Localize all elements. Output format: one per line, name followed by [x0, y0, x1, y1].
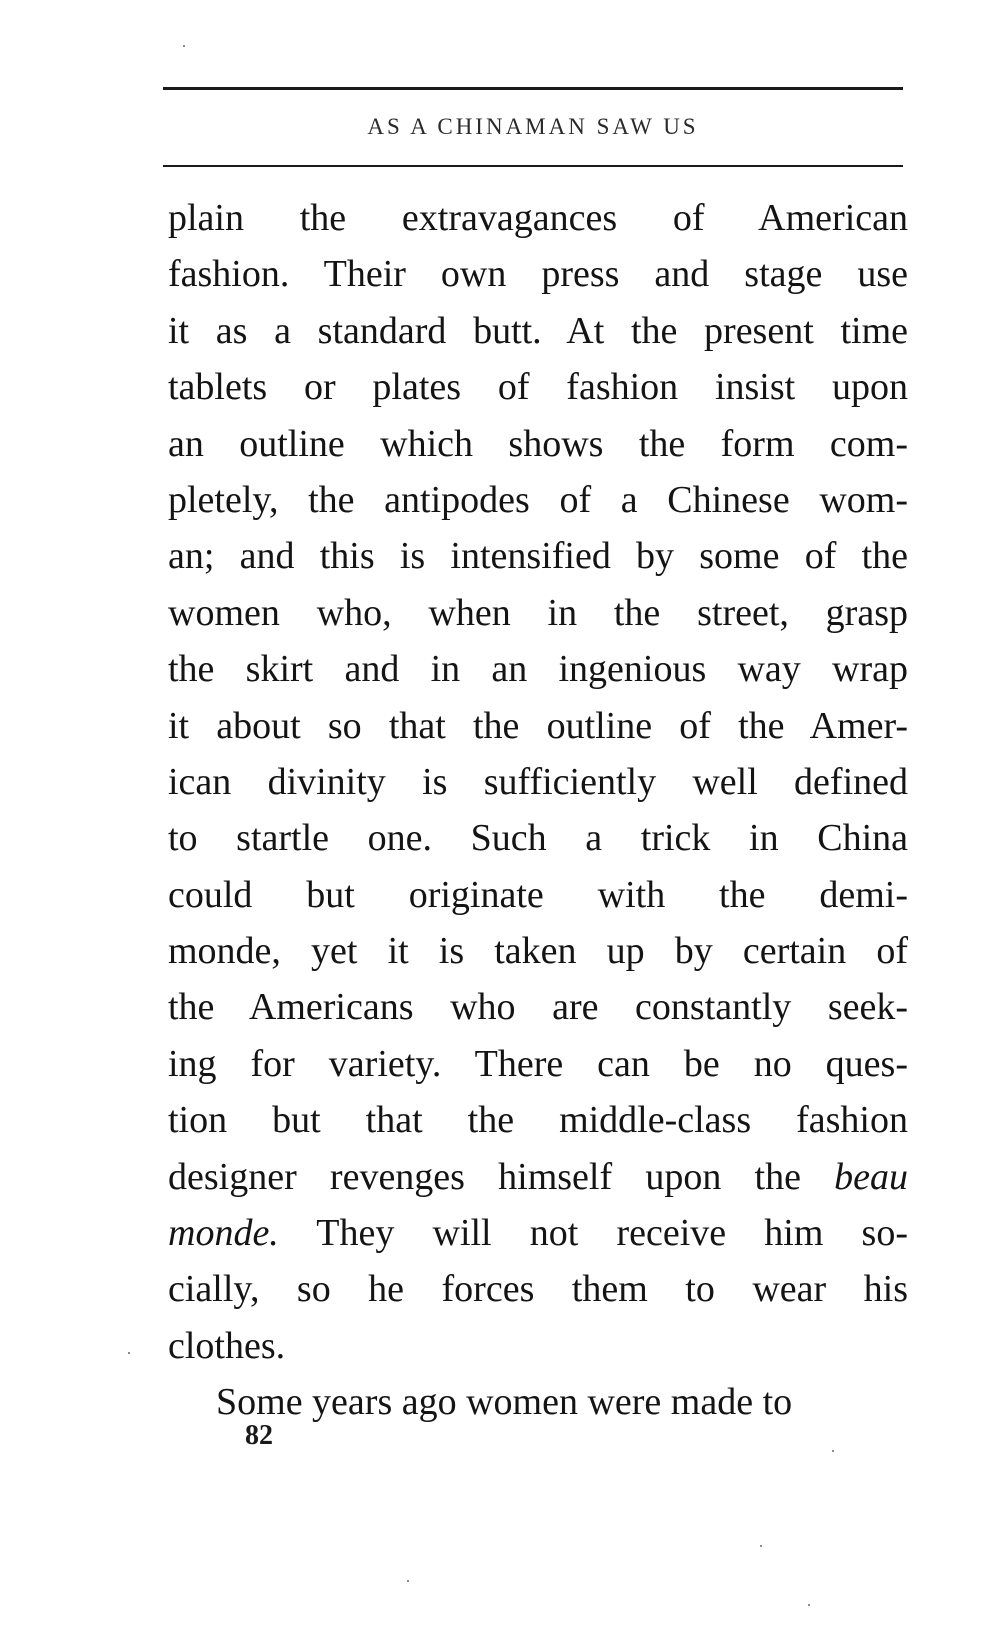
paragraph-start-line: Some years ago women were made to	[216, 1381, 793, 1424]
running-head: AS A CHINAMAN SAW US	[367, 114, 699, 139]
text-line: an; and this is intensified by some of the	[168, 535, 908, 578]
text-line	[168, 1149, 908, 1205]
text-line: women who, when in the street, grasp	[168, 591, 908, 634]
text-line: pletely, the antipodes of a Chinese wom-	[168, 478, 908, 521]
text-line: ing for variety. There can be no ques-	[168, 1042, 908, 1085]
scan-speck	[808, 1604, 810, 1606]
paragraph-end-line: clothes.	[168, 1324, 286, 1367]
text-line: monde, yet it is taken up by certain of	[168, 930, 908, 973]
text-line: tablets or plates of fashion insist upon	[168, 366, 908, 409]
text-line: it about so that the outline of the Amer-	[168, 704, 908, 747]
text-line: to startle one. Such a trick in China	[168, 817, 908, 860]
text-line: could but originate with the demi-	[168, 873, 908, 916]
text-line: cially, so he forces them to wear his	[168, 1268, 908, 1311]
italic-phrase: monde.	[168, 1212, 279, 1255]
text-line: an outline which shows the form com-	[168, 422, 908, 465]
body-text	[168, 190, 908, 1431]
scan-speck	[183, 45, 185, 47]
italic-phrase: beau	[834, 1155, 908, 1198]
scan-speck	[128, 1352, 130, 1354]
text-segment: They will not receive him so-	[278, 1212, 908, 1255]
text-line: tion but that the middle-class fashion	[168, 1099, 908, 1142]
text-line	[168, 1205, 908, 1261]
page-number: 82	[245, 1420, 273, 1451]
text-line: the skirt and in an ingenious way wrap	[168, 648, 908, 691]
scan-speck	[832, 1450, 834, 1452]
text-line: it as a standard butt. At the present time	[168, 309, 908, 352]
text-line: the Americans who are constantly seek-	[168, 986, 908, 1029]
text-line: plain the extravagances of American	[168, 197, 908, 239]
scan-speck	[407, 1580, 409, 1582]
header-top-rule	[163, 87, 903, 90]
header-bottom-rule	[163, 165, 903, 167]
text-line: ican divinity is sufficiently well defined	[168, 760, 908, 803]
text-line: fashion. Their own press and stage use	[168, 253, 908, 296]
text-segment: designer revenges himself upon the	[168, 1155, 835, 1198]
scan-speck	[760, 1545, 762, 1547]
